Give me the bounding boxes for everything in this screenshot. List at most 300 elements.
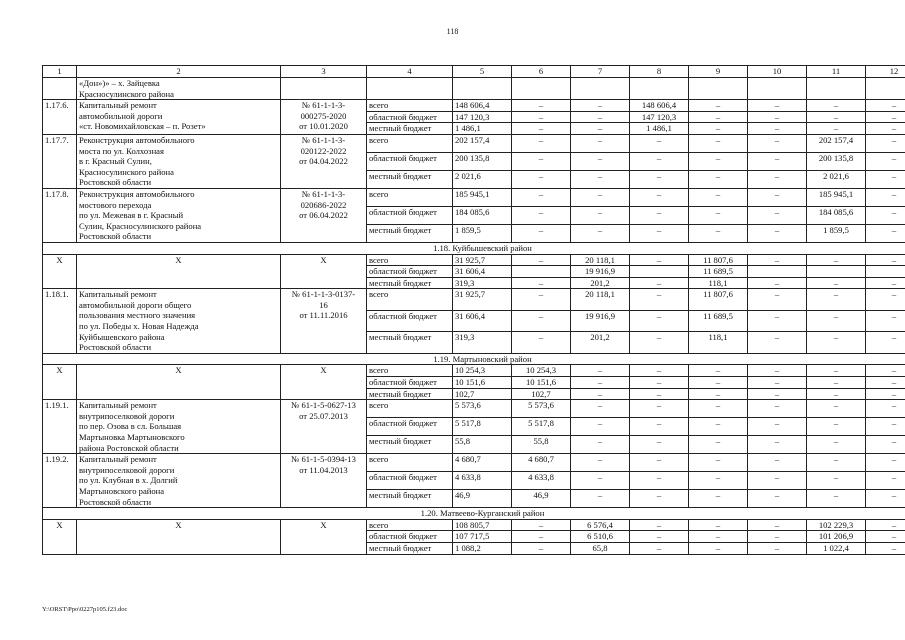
funding-source: местный бюджет bbox=[367, 388, 453, 400]
table-row bbox=[43, 454, 905, 472]
project-name bbox=[77, 78, 281, 100]
funding-source: областной бюджет bbox=[367, 111, 453, 123]
amount-cell: – bbox=[512, 111, 571, 123]
amount-cell: 102,7 bbox=[512, 388, 571, 400]
amount-cell: 108 805,7 bbox=[453, 519, 512, 531]
amount-cell: – bbox=[689, 224, 748, 242]
amount-cell: 46,9 bbox=[453, 490, 512, 508]
project-name bbox=[77, 289, 281, 354]
amount-cell: 65,8 bbox=[571, 542, 630, 554]
project-number: X bbox=[43, 519, 77, 554]
project-name-line: X bbox=[175, 365, 182, 376]
table-row bbox=[43, 365, 905, 377]
column-number: 1 bbox=[43, 66, 77, 78]
amount-cell: – bbox=[866, 170, 905, 188]
budget-table bbox=[42, 65, 905, 555]
funding-source: всего bbox=[367, 100, 453, 112]
amount-cell: 10 151,6 bbox=[453, 377, 512, 389]
table-row bbox=[43, 78, 905, 100]
table-body bbox=[43, 66, 905, 555]
project-number: X bbox=[43, 365, 77, 400]
project-name-line: внутрипоселковой дороги bbox=[79, 410, 175, 421]
amount-cell: – bbox=[807, 400, 866, 418]
amount-cell: 201,2 bbox=[571, 332, 630, 354]
amount-cell: – bbox=[571, 472, 630, 490]
amount-cell: 202 157,4 bbox=[453, 134, 512, 152]
project-name bbox=[77, 454, 281, 508]
project-doc-line: от 04.04.2022 bbox=[299, 156, 348, 167]
amount-cell: 118,1 bbox=[689, 332, 748, 354]
amount-cell: – bbox=[866, 254, 905, 266]
amount-cell: 184 085,6 bbox=[807, 206, 866, 224]
project-doc-line: от 06.04.2022 bbox=[299, 210, 348, 221]
amount-cell: 10 151,6 bbox=[512, 377, 571, 389]
page-number: 118 bbox=[446, 27, 459, 36]
amount-cell: – bbox=[748, 436, 807, 454]
amount-cell bbox=[512, 266, 571, 278]
column-number: 12 bbox=[866, 66, 905, 78]
amount-cell: 101 206,9 bbox=[807, 531, 866, 543]
amount-cell: – bbox=[807, 123, 866, 135]
funding-source: местный бюджет bbox=[367, 224, 453, 242]
amount-cell: – bbox=[630, 134, 689, 152]
amount-cell: – bbox=[866, 472, 905, 490]
amount-cell: – bbox=[571, 490, 630, 508]
amount-cell: – bbox=[748, 531, 807, 543]
project-doc-line: № 61-1-5-0394-13 bbox=[291, 454, 356, 465]
project-name-line: по ул. Межевая в г. Красный bbox=[79, 210, 184, 221]
amount-cell: 5 573,6 bbox=[512, 400, 571, 418]
amount-cell: 1 859,5 bbox=[807, 224, 866, 242]
empty-cell bbox=[281, 78, 367, 100]
amount-cell: – bbox=[630, 170, 689, 188]
amount-cell: – bbox=[689, 123, 748, 135]
amount-cell: – bbox=[748, 111, 807, 123]
project-number: 1.19.2. bbox=[43, 454, 77, 508]
project-name-line: Ростовской области bbox=[79, 496, 152, 507]
amount-cell: 11 807,6 bbox=[689, 254, 748, 266]
amount-cell: – bbox=[630, 206, 689, 224]
project-name-line: по пер. Озова в сл. Большая bbox=[79, 421, 182, 432]
project-number: X bbox=[43, 254, 77, 289]
amount-cell: – bbox=[512, 134, 571, 152]
amount-cell: 2 021,6 bbox=[807, 170, 866, 188]
amount-cell: 107 717,5 bbox=[453, 531, 512, 543]
empty-cell bbox=[367, 78, 453, 100]
amount-cell: – bbox=[689, 206, 748, 224]
amount-cell: – bbox=[866, 542, 905, 554]
funding-source: местный бюджет bbox=[367, 542, 453, 554]
amount-cell: 2 021,6 bbox=[453, 170, 512, 188]
amount-cell: – bbox=[748, 388, 807, 400]
amount-cell: – bbox=[866, 111, 905, 123]
amount-cell: – bbox=[748, 277, 807, 289]
project-name-line: автомобильной дороги общего bbox=[79, 299, 192, 310]
amount-cell: – bbox=[748, 206, 807, 224]
amount-cell: 55,8 bbox=[453, 436, 512, 454]
amount-cell: 1 486,1 bbox=[630, 123, 689, 135]
amount-cell: – bbox=[866, 332, 905, 354]
amount-cell: – bbox=[748, 490, 807, 508]
project-doc-line: № 61-1-1-3- bbox=[301, 188, 346, 199]
amount-cell: – bbox=[689, 152, 748, 170]
empty-cell bbox=[866, 78, 905, 100]
project-name bbox=[77, 365, 281, 400]
amount-cell: – bbox=[807, 365, 866, 377]
amount-cell: – bbox=[571, 365, 630, 377]
project-document bbox=[281, 188, 367, 242]
amount-cell: – bbox=[748, 400, 807, 418]
project-name-line: «ст. Новомихайловская – п. Розет» bbox=[79, 121, 206, 132]
funding-source: местный бюджет bbox=[367, 436, 453, 454]
amount-cell: – bbox=[748, 100, 807, 112]
amount-cell: – bbox=[512, 254, 571, 266]
project-document bbox=[281, 254, 367, 289]
amount-cell: – bbox=[571, 436, 630, 454]
amount-cell: – bbox=[689, 134, 748, 152]
project-name-line: мостового перехода bbox=[79, 199, 152, 210]
project-name-line: X bbox=[175, 519, 182, 530]
amount-cell: – bbox=[512, 310, 571, 332]
empty-cell bbox=[512, 78, 571, 100]
project-name-line: Красносулинского района bbox=[79, 166, 174, 177]
amount-cell: – bbox=[512, 206, 571, 224]
amount-cell: – bbox=[866, 277, 905, 289]
project-name-line: Реконструкция автомобильного bbox=[79, 134, 195, 145]
funding-source: местный бюджет bbox=[367, 332, 453, 354]
amount-cell: – bbox=[571, 224, 630, 242]
amount-cell: – bbox=[630, 254, 689, 266]
amount-cell: – bbox=[748, 519, 807, 531]
amount-cell: 102 229,3 bbox=[807, 519, 866, 531]
amount-cell: 19 916,9 bbox=[571, 266, 630, 278]
funding-source: областной бюджет bbox=[367, 472, 453, 490]
project-name-line: Капитальный ремонт bbox=[79, 400, 157, 411]
amount-cell: – bbox=[866, 134, 905, 152]
column-number: 9 bbox=[689, 66, 748, 78]
amount-cell: – bbox=[571, 388, 630, 400]
project-document bbox=[281, 100, 367, 135]
funding-source: областной бюджет bbox=[367, 377, 453, 389]
amount-cell: – bbox=[748, 377, 807, 389]
amount-cell: – bbox=[748, 289, 807, 311]
section-title: 1.18. Куйбышевский район bbox=[43, 242, 905, 254]
amount-cell: 10 254,3 bbox=[453, 365, 512, 377]
project-number: 1.19.1. bbox=[43, 400, 77, 454]
column-number: 8 bbox=[630, 66, 689, 78]
amount-cell: – bbox=[571, 100, 630, 112]
amount-cell: – bbox=[807, 490, 866, 508]
amount-cell: – bbox=[630, 188, 689, 206]
project-name-line: Капитальный ремонт bbox=[79, 100, 157, 111]
amount-cell: – bbox=[866, 100, 905, 112]
column-number: 7 bbox=[571, 66, 630, 78]
table-row bbox=[43, 188, 905, 206]
amount-cell: – bbox=[512, 188, 571, 206]
amount-cell: 201,2 bbox=[571, 277, 630, 289]
amount-cell: – bbox=[866, 519, 905, 531]
amount-cell: – bbox=[571, 152, 630, 170]
project-name-line: Ростовской области bbox=[79, 231, 152, 242]
amount-cell: 46,9 bbox=[512, 490, 571, 508]
project-number: 1.17.8. bbox=[43, 188, 77, 242]
amount-cell: 31 925,7 bbox=[453, 289, 512, 311]
amount-cell: – bbox=[807, 332, 866, 354]
section-title: 1.19. Мартыновский район bbox=[43, 353, 905, 365]
amount-cell: – bbox=[630, 542, 689, 554]
funding-source: местный бюджет bbox=[367, 170, 453, 188]
amount-cell: – bbox=[512, 100, 571, 112]
amount-cell: – bbox=[866, 365, 905, 377]
amount-cell: – bbox=[807, 436, 866, 454]
project-document bbox=[281, 134, 367, 188]
project-doc-line: № 61-1-1-3-0137- bbox=[291, 289, 356, 300]
empty-cell bbox=[453, 78, 512, 100]
amount-cell: – bbox=[630, 277, 689, 289]
amount-cell: 148 606,4 bbox=[630, 100, 689, 112]
amount-cell: – bbox=[571, 134, 630, 152]
amount-cell: – bbox=[807, 277, 866, 289]
project-name-line: в г. Красный Сулин, bbox=[79, 156, 152, 167]
amount-cell: – bbox=[512, 224, 571, 242]
funding-source: всего bbox=[367, 254, 453, 266]
funding-source: областной бюджет bbox=[367, 206, 453, 224]
amount-cell: – bbox=[807, 111, 866, 123]
amount-cell: – bbox=[512, 277, 571, 289]
funding-source: областной бюджет bbox=[367, 310, 453, 332]
amount-cell: – bbox=[866, 454, 905, 472]
footer-file-path: Y:\ORST\Ppo\0227p105.f23.doc bbox=[42, 606, 128, 613]
amount-cell: – bbox=[512, 332, 571, 354]
amount-cell: – bbox=[866, 310, 905, 332]
amount-cell: – bbox=[866, 377, 905, 389]
project-document bbox=[281, 400, 367, 454]
amount-cell: – bbox=[748, 170, 807, 188]
column-number: 2 bbox=[77, 66, 281, 78]
amount-cell: – bbox=[689, 365, 748, 377]
project-name-line: Мартыновского района bbox=[79, 485, 165, 496]
amount-cell: – bbox=[866, 188, 905, 206]
project-name-line: Капитальный ремонт bbox=[79, 454, 157, 465]
amount-cell: – bbox=[689, 454, 748, 472]
funding-source: всего bbox=[367, 365, 453, 377]
amount-cell: – bbox=[748, 310, 807, 332]
funding-source: всего bbox=[367, 188, 453, 206]
project-doc-line: 020686-2022 bbox=[300, 199, 347, 210]
amount-cell: – bbox=[807, 377, 866, 389]
amount-cell: 319,3 bbox=[453, 332, 512, 354]
table-row bbox=[43, 289, 905, 311]
amount-cell: – bbox=[807, 100, 866, 112]
project-name-line: пользования местного значения bbox=[79, 310, 196, 321]
amount-cell: – bbox=[748, 224, 807, 242]
amount-cell: – bbox=[512, 170, 571, 188]
column-number: 10 bbox=[748, 66, 807, 78]
amount-cell bbox=[630, 266, 689, 278]
project-document bbox=[281, 289, 367, 354]
funding-source: местный бюджет bbox=[367, 490, 453, 508]
amount-cell: – bbox=[689, 490, 748, 508]
amount-cell: – bbox=[689, 377, 748, 389]
amount-cell: 200 135,8 bbox=[807, 152, 866, 170]
amount-cell: – bbox=[512, 289, 571, 311]
amount-cell: – bbox=[748, 418, 807, 436]
amount-cell: – bbox=[866, 388, 905, 400]
amount-cell: – bbox=[748, 134, 807, 152]
amount-cell: – bbox=[512, 542, 571, 554]
table-row bbox=[43, 254, 905, 266]
amount-cell: – bbox=[689, 400, 748, 418]
amount-cell: – bbox=[866, 152, 905, 170]
amount-cell: – bbox=[807, 289, 866, 311]
amount-cell: – bbox=[866, 206, 905, 224]
amount-cell: – bbox=[630, 365, 689, 377]
amount-cell: – bbox=[630, 289, 689, 311]
amount-cell: – bbox=[512, 519, 571, 531]
project-number: 1.18.1. bbox=[43, 289, 77, 354]
funding-source: всего bbox=[367, 454, 453, 472]
project-name-line: Реконструкция автомобильного bbox=[79, 188, 195, 199]
amount-cell: 200 135,8 bbox=[453, 152, 512, 170]
amount-cell: – bbox=[571, 400, 630, 418]
project-document bbox=[281, 365, 367, 400]
amount-cell: – bbox=[689, 388, 748, 400]
project-name-line: моста по ул. Колхозная bbox=[79, 145, 164, 156]
project-document bbox=[281, 519, 367, 554]
amount-cell: 1 022,4 bbox=[807, 542, 866, 554]
amount-cell: 6 576,4 bbox=[571, 519, 630, 531]
amount-cell: – bbox=[748, 542, 807, 554]
project-number bbox=[43, 78, 77, 100]
amount-cell: – bbox=[571, 170, 630, 188]
project-doc-line: X bbox=[320, 519, 327, 530]
amount-cell: – bbox=[689, 436, 748, 454]
project-doc-line: от 11.04.2013 bbox=[299, 464, 348, 475]
amount-cell: – bbox=[630, 388, 689, 400]
project-name-line: внутрипоселковой дороги bbox=[79, 464, 175, 475]
amount-cell: – bbox=[689, 170, 748, 188]
amount-cell: – bbox=[571, 206, 630, 224]
amount-cell: – bbox=[748, 152, 807, 170]
amount-cell: – bbox=[571, 418, 630, 436]
amount-cell: – bbox=[630, 400, 689, 418]
amount-cell: – bbox=[689, 100, 748, 112]
column-number: 4 bbox=[367, 66, 453, 78]
project-doc-line: X bbox=[320, 365, 327, 376]
section-row bbox=[43, 242, 905, 254]
empty-cell bbox=[748, 78, 807, 100]
amount-cell: 1 486,1 bbox=[453, 123, 512, 135]
amount-cell: 31 606,4 bbox=[453, 310, 512, 332]
amount-cell: 5 573,6 bbox=[453, 400, 512, 418]
amount-cell: – bbox=[630, 472, 689, 490]
amount-cell: 147 120,3 bbox=[630, 111, 689, 123]
empty-cell bbox=[689, 78, 748, 100]
section-row bbox=[43, 508, 905, 520]
funding-source: областной бюджет bbox=[367, 531, 453, 543]
amount-cell: 1 088,2 bbox=[453, 542, 512, 554]
project-name-line: Куйбышевского района bbox=[79, 331, 165, 342]
project-name-line: по ул. Победы х. Новая Надежда bbox=[79, 321, 199, 332]
project-name-line: по ул. Клубная в х. Долгий bbox=[79, 475, 178, 486]
amount-cell: – bbox=[571, 454, 630, 472]
amount-cell: – bbox=[571, 111, 630, 123]
project-name-line: Ростовской области bbox=[79, 342, 152, 353]
funding-source: областной бюджет bbox=[367, 418, 453, 436]
project-doc-line: от 25.07.2013 bbox=[299, 410, 348, 421]
amount-cell: 184 085,6 bbox=[453, 206, 512, 224]
project-name-line: Сулин, Красносулинского района bbox=[79, 220, 202, 231]
amount-cell: – bbox=[512, 123, 571, 135]
amount-cell: – bbox=[866, 224, 905, 242]
amount-cell: – bbox=[866, 123, 905, 135]
amount-cell: – bbox=[689, 531, 748, 543]
amount-cell: – bbox=[571, 377, 630, 389]
amount-cell: – bbox=[866, 289, 905, 311]
empty-cell bbox=[630, 78, 689, 100]
amount-cell: 4 680,7 bbox=[453, 454, 512, 472]
amount-cell: – bbox=[630, 490, 689, 508]
project-name bbox=[77, 400, 281, 454]
column-number: 6 bbox=[512, 66, 571, 78]
amount-cell: 185 945,1 bbox=[453, 188, 512, 206]
amount-cell: – bbox=[866, 400, 905, 418]
amount-cell: – bbox=[630, 310, 689, 332]
amount-cell: – bbox=[748, 332, 807, 354]
column-number: 5 bbox=[453, 66, 512, 78]
table-row bbox=[43, 100, 905, 112]
project-number: 1.17.7. bbox=[43, 134, 77, 188]
amount-cell: – bbox=[512, 531, 571, 543]
amount-cell: – bbox=[630, 531, 689, 543]
project-name bbox=[77, 134, 281, 188]
project-doc-line: 020122-2022 bbox=[300, 145, 347, 156]
amount-cell: – bbox=[689, 519, 748, 531]
amount-cell: – bbox=[807, 254, 866, 266]
funding-source: всего bbox=[367, 400, 453, 418]
amount-cell: – bbox=[689, 111, 748, 123]
section-title: 1.20. Матвеево-Курганский район bbox=[43, 508, 905, 520]
amount-cell: – bbox=[807, 388, 866, 400]
amount-cell: – bbox=[807, 310, 866, 332]
amount-cell: 202 157,4 bbox=[807, 134, 866, 152]
amount-cell: 19 916,9 bbox=[571, 310, 630, 332]
amount-cell: – bbox=[630, 332, 689, 354]
project-doc-line: 16 bbox=[319, 299, 328, 310]
amount-cell: 31 606,4 bbox=[453, 266, 512, 278]
amount-cell: – bbox=[807, 472, 866, 490]
amount-cell: – bbox=[689, 188, 748, 206]
amount-cell: 118,1 bbox=[689, 277, 748, 289]
project-doc-line: 000275-2020 bbox=[300, 110, 347, 121]
amount-cell: – bbox=[571, 123, 630, 135]
funding-source: всего bbox=[367, 289, 453, 311]
amount-cell: 6 510,6 bbox=[571, 531, 630, 543]
amount-cell bbox=[748, 266, 807, 278]
amount-cell: – bbox=[630, 454, 689, 472]
amount-cell: – bbox=[748, 188, 807, 206]
funding-source: областной бюджет bbox=[367, 266, 453, 278]
project-name bbox=[77, 254, 281, 289]
amount-cell: – bbox=[748, 454, 807, 472]
amount-cell: 4 633,8 bbox=[453, 472, 512, 490]
project-doc-line: № 61-1-1-3- bbox=[301, 100, 346, 111]
project-name bbox=[77, 188, 281, 242]
amount-cell: – bbox=[630, 224, 689, 242]
amount-cell: – bbox=[866, 418, 905, 436]
project-name-line: района Ростовской области bbox=[79, 442, 179, 453]
project-doc-line: X bbox=[320, 254, 327, 265]
